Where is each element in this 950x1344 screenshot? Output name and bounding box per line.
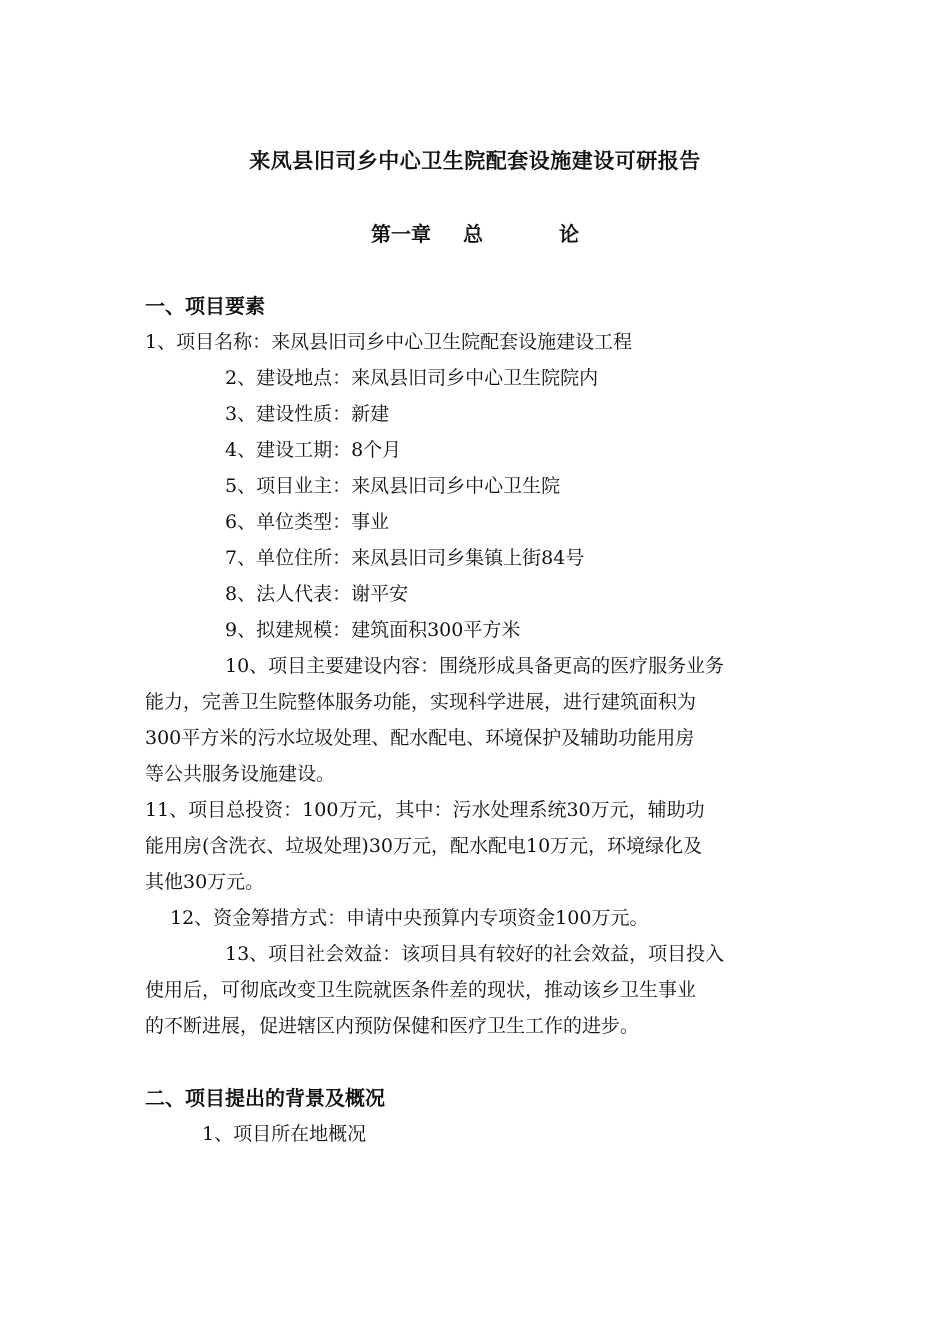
item-7: 7、单位住所：来凤县旧司乡集镇上街84号 <box>225 547 585 569</box>
chapter-title-word-2: 论 <box>559 222 579 246</box>
document-title: 来凤县旧司乡中心卫生院配套设施建设可研报告 <box>249 149 701 173</box>
document-body <box>145 288 815 1152</box>
item-13-line-3: 的不断进展，促进辖区内预防保健和医疗卫生工作的进步。 <box>145 1015 640 1037</box>
chapter-number: 第一章 <box>371 222 431 246</box>
item-2: 2、建设地点：来凤县旧司乡中心卫生院院内 <box>225 367 599 389</box>
subsection-1: 1、项目所在地概况 <box>202 1123 367 1145</box>
item-11-line-2: 能用房(含洗衣、垃圾处理)30万元，配水配电10万元，环境绿化及 <box>145 835 703 857</box>
item-10-line-2: 能力，完善卫生院整体服务功能，实现科学进展，进行建筑面积为 <box>145 691 697 713</box>
item-9: 9、拟建规模：建筑面积300平方米 <box>225 619 521 641</box>
section-spacer <box>145 1044 815 1080</box>
item-4: 4、建设工期：8个月 <box>225 439 402 461</box>
item-8: 8、法人代表：谢平安 <box>225 583 409 605</box>
section-heading-1: 一、项目要素 <box>145 294 265 318</box>
item-10-line-4: 等公共服务设施建设。 <box>145 763 336 785</box>
chapter-heading <box>0 218 950 250</box>
item-13-line-2: 使用后，可彻底改变卫生院就医条件差的现状，推动该乡卫生事业 <box>145 979 697 1001</box>
item-1: 1、项目名称：来凤县旧司乡中心卫生院配套设施建设工程 <box>145 331 633 353</box>
item-10-line-1: 10、项目主要建设内容：围绕形成具备更高的医疗服务业务 <box>225 655 725 677</box>
item-10-line-3: 300平方米的污水垃圾处理、配水配电、环境保护及辅助功能用房 <box>145 727 695 749</box>
item-12: 12、资金筹措方式：申请中央预算内专项资金100万元。 <box>170 907 649 929</box>
item-3: 3、建设性质：新建 <box>225 403 390 425</box>
chapter-title-word-1: 总 <box>463 222 483 246</box>
item-11-line-1: 11、项目总投资：100万元，其中：污水处理系统30万元，辅助功 <box>145 799 705 821</box>
item-5: 5、项目业主：来凤县旧司乡中心卫生院 <box>225 475 561 497</box>
section-heading-2: 二、项目提出的背景及概况 <box>145 1086 385 1110</box>
item-11-line-3: 其他30万元。 <box>145 871 265 893</box>
item-13-line-1: 13、项目社会效益：该项目具有较好的社会效益，项目投入 <box>225 943 725 965</box>
item-6: 6、单位类型：事业 <box>225 511 390 533</box>
